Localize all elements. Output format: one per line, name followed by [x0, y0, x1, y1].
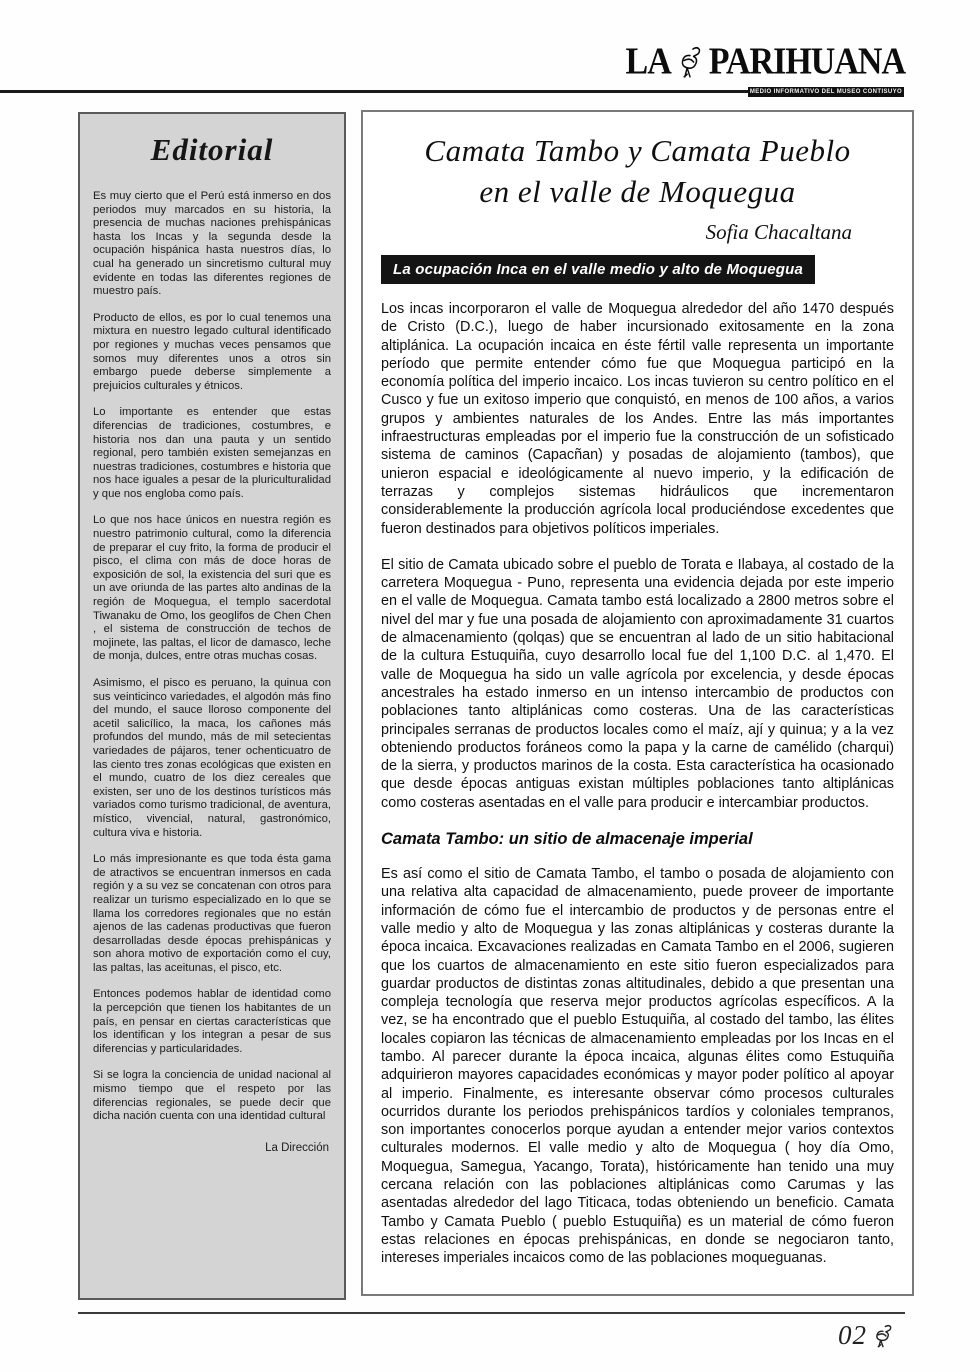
editorial-paragraph: Es muy cierto que el Perú está inmerso en dos periodos muy marcados en su historia, la presencia de muchas naciones prehispánicas hasta los Incas y la segunda desde la ocupación hispánica hasta nuestros días, lo cual ha generado un sincretismo cultural muy evidente en todas las diferentes regiones de muestro país. [93, 190, 331, 298]
masthead [0, 40, 980, 108]
editorial-signature: La Dirección [265, 1141, 329, 1154]
editorial-paragraph: Producto de ellos, es por lo cual tenemos una mixtura en nuestro legado cultural identificado por regiones y muchas veces pensamos que somos muy diferentes unos a otros sin embargo puede deberse simplemente a prejuicios culturales y étnicos. [93, 311, 331, 392]
section-heading-bar: La ocupación Inca en el valle medio y alto de Moquegua [381, 255, 815, 284]
editorial-title: Editorial [150, 132, 274, 167]
page-number-value: 02 [838, 1320, 867, 1350]
article-panel [361, 110, 914, 1296]
article-title-line2: en el valle de Moquegua [479, 174, 796, 209]
footer-rule [78, 1312, 905, 1314]
article-title-line1: Camata Tambo y Camata Pueblo [424, 133, 851, 168]
masthead-tagline: MEDIO INFORMATIVO DEL MUSEO CONTISUYO [749, 89, 903, 95]
parihuana-bird-icon [675, 44, 705, 80]
masthead-rule [0, 90, 748, 93]
article-subheading: Camata Tambo: un sitio de almacenaje imperial [381, 830, 753, 849]
parihuana-bird-icon [871, 1323, 895, 1349]
logo-name: PARIHUANA [708, 40, 905, 83]
editorial-panel [78, 112, 346, 1300]
editorial-paragraph: Lo más impresionante es que toda ésta gama de atractivos se encuentran inmersos en cada región y a su vez se concatenan con otros para realizar un turismo especializado en lo que se llama los corredores regionales que no están ajenos de las cadenas productivas que fueron desarrolladas desde épocas prehispánicas y son ahora motivo de exportación como el cuy, las paltas, las aceitunas, el pisco, etc. [93, 853, 331, 974]
editorial-paragraph: Lo que nos hace únicos en nuestra región es nuestro patrimonio cultural, como la diferencia de preparar el cuy frito, la forma de producir el pisco, el clima con más de doce horas de exposición de sol, la existencia del suri que es un ave oriunda de las partes alto andinas de la región de Moquegua, el templo sacerdotal Tiwanaku de Omo, los geoglifos de Chen Chen , el sistema de construcción de techos de mojinete, las paltas, el licor de damasco, leche de monja, dulces, entre otras muchas cosas. [93, 514, 331, 663]
editorial-paragraph: Asimismo, el pisco es peruano, la quinua con sus veinticinco variedades, el algodón más fino del mundo, el sauce lloroso componente del acetil salicílico, la maca, los cañones más profundos del mundo, más de mil setecientas variedades de pájaros, tener ochenticuatro de las ciento tres zonas ecológicas que existen en el mundo, cuatro de los diez cereales que existen, ser uno de los destinos turísticos más variados como turismo tradicional, de aventura, místico, vivencial, natural, gastronómico, cultura viva e historia. [93, 677, 331, 839]
article-paragraph: El sitio de Camata ubicado sobre el pueblo de Torata e Ilabaya, al costado de la carretera Moquegua - Puno, representa una evidencia dejada por este imperio en el valle de Moquegua. Camata tambo está localizado a 2800 metros sobre el nivel del mar y fue una posada de alojamiento con aproximadamente 31 cuartos de almacenamiento (qolqas) que se encuentran al lado de un sitio habitacional de la cultura Estuquiña, cuyo desarrollo local fue del 1,100 D.C. al 1,470. El valle de Moquegua ha sido un valle agrícola por excelencia, y desde épocas ancestrales ha estado inmerso en un intenso intercambio de productos con poblaciones tanto altiplánicas como costeras. Una de las características principales serranas de productos locales como el maíz, ají y quinua; y a la vez obteniendo productos foráneos como la papa y la carne de camélido (charqui) de la sierra, y productos marinos de la costa. Esta característica ha ocasionado que desde épocas antiguas existan múltiples poblaciones tanto altiplánicas como costeras asentadas en el valle para producir e intercambiar productos. [381, 556, 894, 811]
article-title [381, 130, 894, 212]
editorial-paragraph: Entonces podemos hablar de identidad como la percepción que tienen los habitantes de un país, en pensar en ciertas características que los identifican y los integran a pesar de sus diferencias y particularidades. [93, 988, 331, 1055]
article-paragraph: Los incas incorporaron el valle de Moquegua alrededor del año 1470 después de Cristo (D.C.), luego de haber incursionado exitosamente en la zona altiplánica. La ocupación incaica en éste fértil valle representa un importante período que permite entender cómo fue que Moquegua participó en la economía política del imperio incaico. Los incas tuvieron su centro político en el Cusco y fue un exitoso imperio que conquistó, en menos de 100 años, a varios grupos y ambientes naturales de los Andes. Entre las más importantes infraestructuras empleadas por el imperio fue la construcción de un sofisticado sistema de caminos (Capacñan) y posadas de alojamiento (tambos), que unieron espacial e ideológicamente al nuevo imperio, y la edificación de terrazas y complejos sistemas hidráulicos que incrementaron considerablemente la producción agrícola local produciéndose excedentes que fueron destinados para objetivos políticos imperiales. [381, 301, 894, 537]
editorial-paragraph: Si se logra la conciencia de unidad nacional al mismo tiempo que el respeto por las diferencias regionales, se puede decir que dicha nación cuenta con una identidad cultural [93, 1069, 331, 1123]
article-author: Sofia Chacaltana [705, 220, 852, 244]
editorial-paragraph: Lo importante es entender que estas diferencias de tradiciones, costumbres, e historia nos dan una pauta y un sentido regional, pero también existen semejanzas en nuestras tradiciones, costumbres e historia que nos hace iguales a pesar de la pluriculturalidad y que nos engloba como país. [93, 406, 331, 500]
page-number [838, 1320, 895, 1351]
logo-prefix: LA [625, 40, 671, 83]
article-paragraph: Es así como el sitio de Camata Tambo, el tambo o posada de alojamiento con una relativa alta capacidad de almacenamiento, puede proveer de importante información de cómo fue el intercambio de productos y de personas entre el valle medio y alto de Moquegua y las zonas altiplánicas y costeras durante la época incaica. Excavaciones realizadas en Camata Tambo en el 2006, sugieren que los cuartos de almacenamiento en este sitio fueron especializados para guardar productos de distintas zonas altitudinales, debido a que presentan una compleja tecnología que reserva mejor productos agrícolas específicos. A la vez, se ha encontrado que el pueblo Estuquiña, al costado del tambo, las élites locales copiaron las técnicas de almacenamiento empleadas por los Incas en el tambo. Al parecer durante la época incaica, algunas élites como Estuquiña adquirieron mayores capacidades económicas y mayor poder político al apoyar al imperio. Finalmente, es interesante observar cómo procesos culturales ocurridos durante los periodos prehispánicos tardíos y coloniales tempranos, son importantes conocerlos porque ayudan a entender mejor varios contextos culturales modernos. El valle medio y alto de Moquegua ( hoy día Omo, Moquegua, Samegua, Yacango, Torata), históricamente han tenido una muy cercana relación con las poblaciones altiplánicas como Carumas y las asentadas alrededor del lago Titicaca, todas obteniendo un beneficio. Camata Tambo y Camata Pueblo ( pueblo Estuquiña) es un material de cómo fueron estas relaciones en épocas prehispánicas, en donde se negociaron tanto, intereses imperiales incaicos como de las poblaciones moqueguanas. [381, 866, 894, 1267]
publication-logo [625, 40, 905, 83]
